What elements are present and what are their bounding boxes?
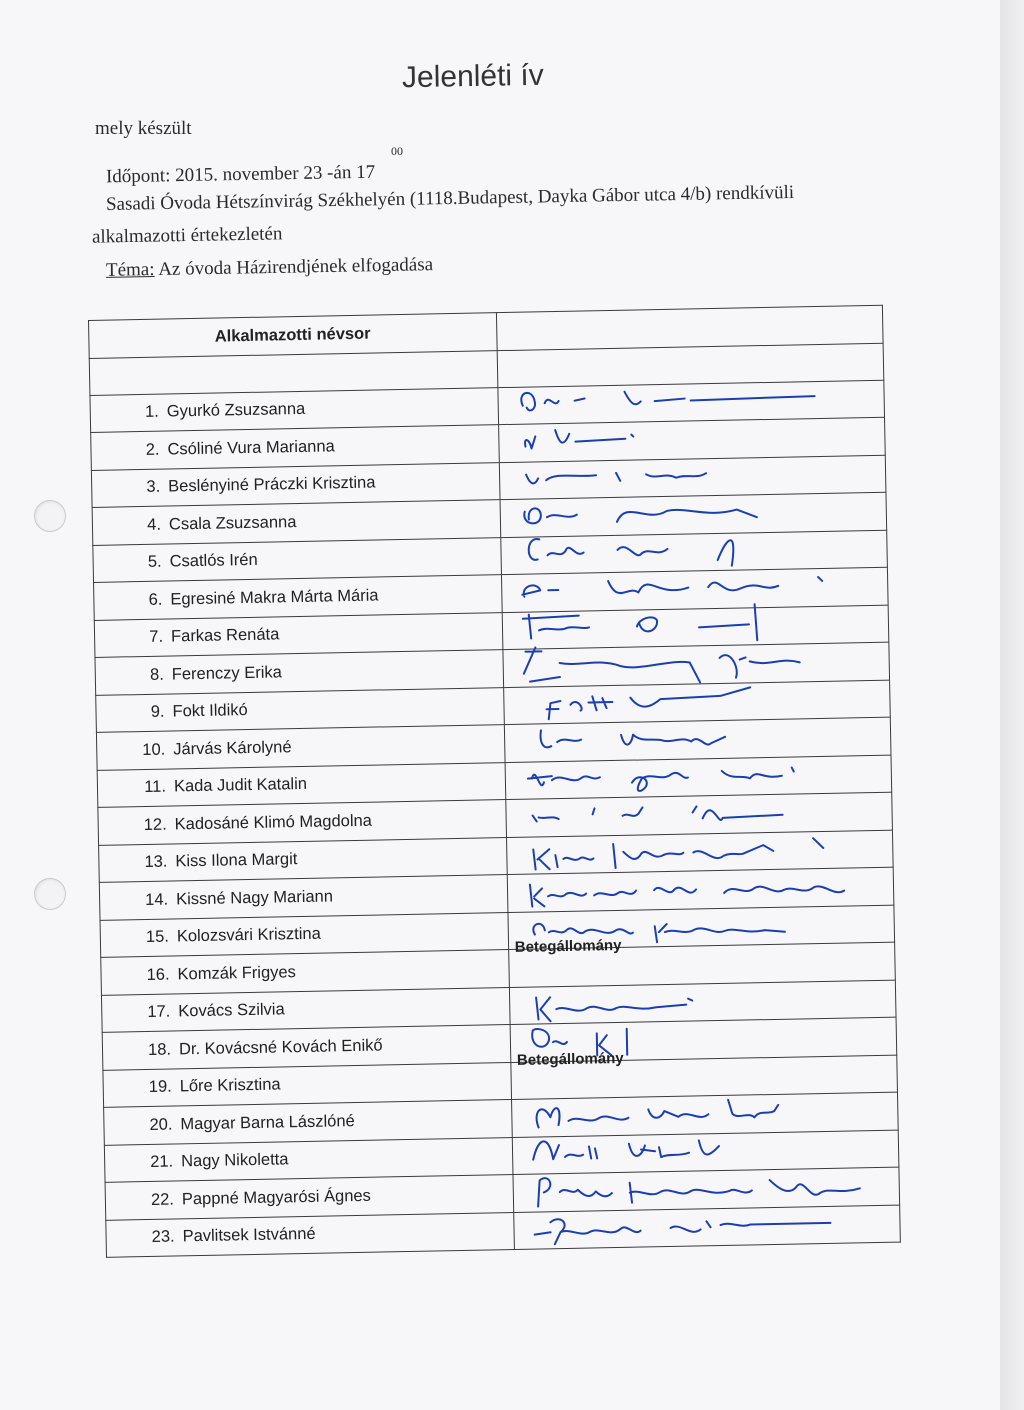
row-number: 6. bbox=[148, 590, 163, 609]
signature-stroke bbox=[532, 805, 782, 824]
topic-line bbox=[106, 254, 433, 282]
row-number: 19. bbox=[148, 1077, 172, 1097]
employee-name: Egresiné Makra Márta Mária bbox=[170, 586, 379, 609]
row-number: 15. bbox=[145, 927, 170, 947]
employee-name: Gyurkó Zsuzsanna bbox=[166, 400, 306, 421]
employee-name: Kissné Nagy Mariann bbox=[175, 887, 334, 909]
punch-hole bbox=[34, 878, 66, 910]
signature-stroke bbox=[521, 387, 815, 410]
document-title: Jelenléti ív bbox=[401, 58, 545, 95]
employee-name: Kiss Ilona Margit bbox=[175, 850, 298, 871]
employee-name: Csóliné Vura Marianna bbox=[167, 437, 335, 459]
employee-name: Dr. Kovácsné Kovách Enikő bbox=[178, 1036, 383, 1059]
row-number: 10. bbox=[142, 740, 166, 759]
row-number: 8. bbox=[149, 665, 164, 684]
employee-name: Pappné Magyarósi Ágnes bbox=[181, 1186, 371, 1209]
handwritten-signature bbox=[530, 1197, 911, 1252]
time-value: 2015. november 23 -án 17 bbox=[174, 161, 376, 187]
row-number: 2. bbox=[145, 440, 160, 459]
time-line bbox=[106, 162, 375, 189]
location-line-1: Sasadi Óvoda Hétszínvirág Székhelyén (1118.Budapest, Dayka Gábor utca 4/b) rendkívüli bbox=[105, 181, 795, 215]
signature-stroke bbox=[522, 577, 822, 597]
status-label: Betegállomány bbox=[516, 1049, 624, 1069]
signature-stroke bbox=[536, 1099, 778, 1128]
row-number: 7. bbox=[149, 627, 164, 647]
row-number: 9. bbox=[150, 702, 165, 722]
employee-name: Kada Judit Katalin bbox=[173, 775, 308, 796]
status-label: Betegállomány bbox=[514, 936, 622, 956]
employee-name-cell bbox=[106, 1212, 514, 1257]
row-number: 4. bbox=[147, 515, 162, 534]
employee-name: Kovács Szilvia bbox=[178, 1000, 285, 1021]
row-number: 12. bbox=[143, 815, 167, 834]
row-number: 17. bbox=[147, 1002, 171, 1022]
topic-label: Téma: bbox=[105, 259, 155, 281]
row-number: 23. bbox=[151, 1227, 175, 1247]
employee-name: Csala Zsuzsanna bbox=[168, 512, 297, 534]
row-number: 3. bbox=[146, 477, 161, 497]
row-number: 5. bbox=[147, 552, 162, 572]
employee-name: Pavlitsek Istvánné bbox=[182, 1225, 316, 1246]
employee-name: Farkas Renáta bbox=[170, 625, 280, 646]
signature-stroke bbox=[533, 1138, 719, 1160]
row-number: 1. bbox=[144, 402, 159, 422]
employee-name: Csatlós Irén bbox=[169, 551, 258, 571]
row-number: 21. bbox=[150, 1152, 174, 1172]
location-line-2: alkalmazotti értekezletén bbox=[91, 223, 283, 248]
page-edge bbox=[1000, 0, 1024, 1410]
signature-cell bbox=[513, 1205, 900, 1250]
intro-text: mely készült bbox=[95, 118, 192, 139]
time-superscript: 00 bbox=[391, 144, 403, 158]
row-number: 13. bbox=[144, 852, 168, 872]
employee-name: Fokt Ildikó bbox=[172, 701, 248, 721]
employee-name: Nagy Nikoletta bbox=[181, 1150, 289, 1171]
row-number: 11. bbox=[144, 777, 167, 797]
employee-name: Kadosáné Klimó Magdolna bbox=[174, 811, 373, 834]
signature-stroke bbox=[540, 727, 725, 748]
signature-stroke bbox=[534, 1213, 830, 1244]
row-number: 22. bbox=[150, 1190, 175, 1209]
employee-name: Komzák Frigyes bbox=[177, 962, 297, 984]
row-number: 16. bbox=[146, 965, 170, 984]
punch-hole bbox=[34, 500, 66, 532]
employee-name: Beslényiné Práczki Krisztina bbox=[168, 473, 376, 496]
table-header: Alkalmazotti névsor bbox=[89, 313, 497, 358]
topic-value: Az óvoda Házirendjének elfogadása bbox=[158, 254, 434, 280]
row-number: 18. bbox=[147, 1040, 172, 1059]
employee-name: Kolozsvári Krisztina bbox=[176, 924, 321, 946]
signature-stroke bbox=[524, 429, 633, 449]
row-number: 14. bbox=[145, 890, 169, 909]
signature-stroke bbox=[524, 504, 757, 524]
attendance-table bbox=[88, 305, 901, 1258]
signature-stroke bbox=[526, 471, 706, 483]
employee-name: Járvás Károlyné bbox=[173, 737, 292, 759]
employee-name: Lőre Krisztina bbox=[179, 1075, 281, 1096]
time-label: Időpont: bbox=[105, 165, 171, 188]
row-number: 20. bbox=[149, 1115, 173, 1134]
employee-name: Magyar Barna Lászlóné bbox=[180, 1111, 355, 1134]
employee-name: Ferenczy Erika bbox=[171, 663, 282, 684]
